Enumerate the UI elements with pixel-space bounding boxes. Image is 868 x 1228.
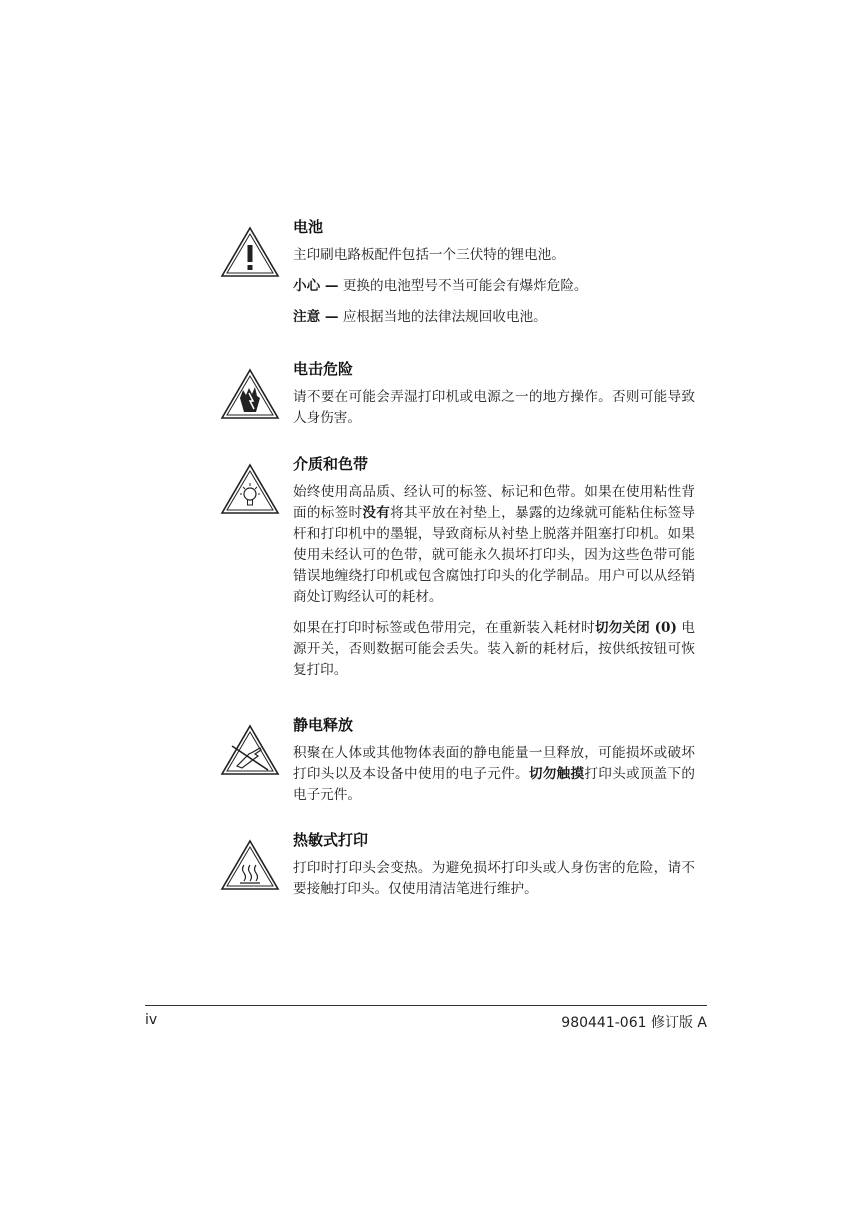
esd-emphasis: 切勿触摸	[528, 766, 585, 782]
page-number: iv	[145, 1012, 158, 1028]
note-body: 应根据当地的法律法规回收电池。	[342, 309, 547, 325]
warning-exclamation-icon	[220, 226, 280, 278]
media-emphasis-2: 切勿关闭 (0)	[594, 620, 677, 636]
electric-shock-icon	[220, 368, 280, 420]
caution-label: 小心 —	[293, 278, 339, 294]
thermal-text: 打印时打印头会变热。为避免损坏打印头或人身伤害的危险，请不要接触打印头。仅使用清洁笔进行维护。	[293, 860, 695, 897]
heading-battery: 电池	[293, 218, 324, 236]
media-text-2a: 如果在打印时标签或色带用完，在重新装入耗材时	[293, 620, 595, 636]
electric-shock-text: 请不要在可能会弄湿打印机或电源之一的地方操作。否则可能导致人身伤害。	[293, 389, 695, 426]
hot-surface-icon	[220, 839, 280, 891]
esd-text-c: 打印头或顶盖下的电子元件。	[293, 766, 696, 803]
caution-text	[293, 276, 695, 297]
lightbulb-icon	[220, 463, 280, 515]
media-text-1c: 将其平放在衬垫上，暴露的边缘就可能粘住标签导杆和打印机中的墨辊，导致商标从衬垫上脱落并阻塞打印机。如果使用未经认可的色带，就可能永久损坏打印头，因为这些色带可能错误地缠绕打印机或包含腐蚀打印头的化学制品。用户可以从经销商处订购经认可的耗材。	[293, 505, 696, 605]
document-id: 980441-061 修订版 A	[561, 1015, 707, 1031]
esd-text	[293, 743, 695, 806]
media-text-1a: 始终使用高品质、经认可的标签、标记和色带。如果在使用粘性背面的标签时	[293, 484, 695, 521]
media-text-2	[293, 618, 695, 681]
media-text-1	[293, 482, 695, 608]
media-emphasis-1: 没有	[362, 505, 391, 521]
footer-rule	[145, 1005, 707, 1006]
heading-electric-shock: 电击危险	[293, 360, 354, 378]
caution-body: 更换的电池型号不当可能会有爆炸危险。	[342, 278, 588, 294]
battery-text: 主印刷电路板配件包括一个三伏特的锂电池。	[293, 247, 565, 263]
note-label: 注意 —	[293, 309, 339, 325]
media-text-2c: 电源开关，否则数据可能会丢失。装入新的耗材后，按供纸按钮可恢复打印。	[293, 620, 695, 678]
esd-hand-icon	[220, 724, 280, 776]
heading-media-ribbon: 介质和色带	[293, 455, 369, 473]
note-text	[293, 307, 695, 328]
heading-thermal: 热敏式打印	[293, 831, 369, 849]
heading-esd: 静电释放	[293, 716, 354, 734]
esd-text-a: 积聚在人体或其他物体表面的静电能量一旦释放，可能损坏或破坏打印头以及本设备中使用的电子元件。	[293, 745, 695, 782]
